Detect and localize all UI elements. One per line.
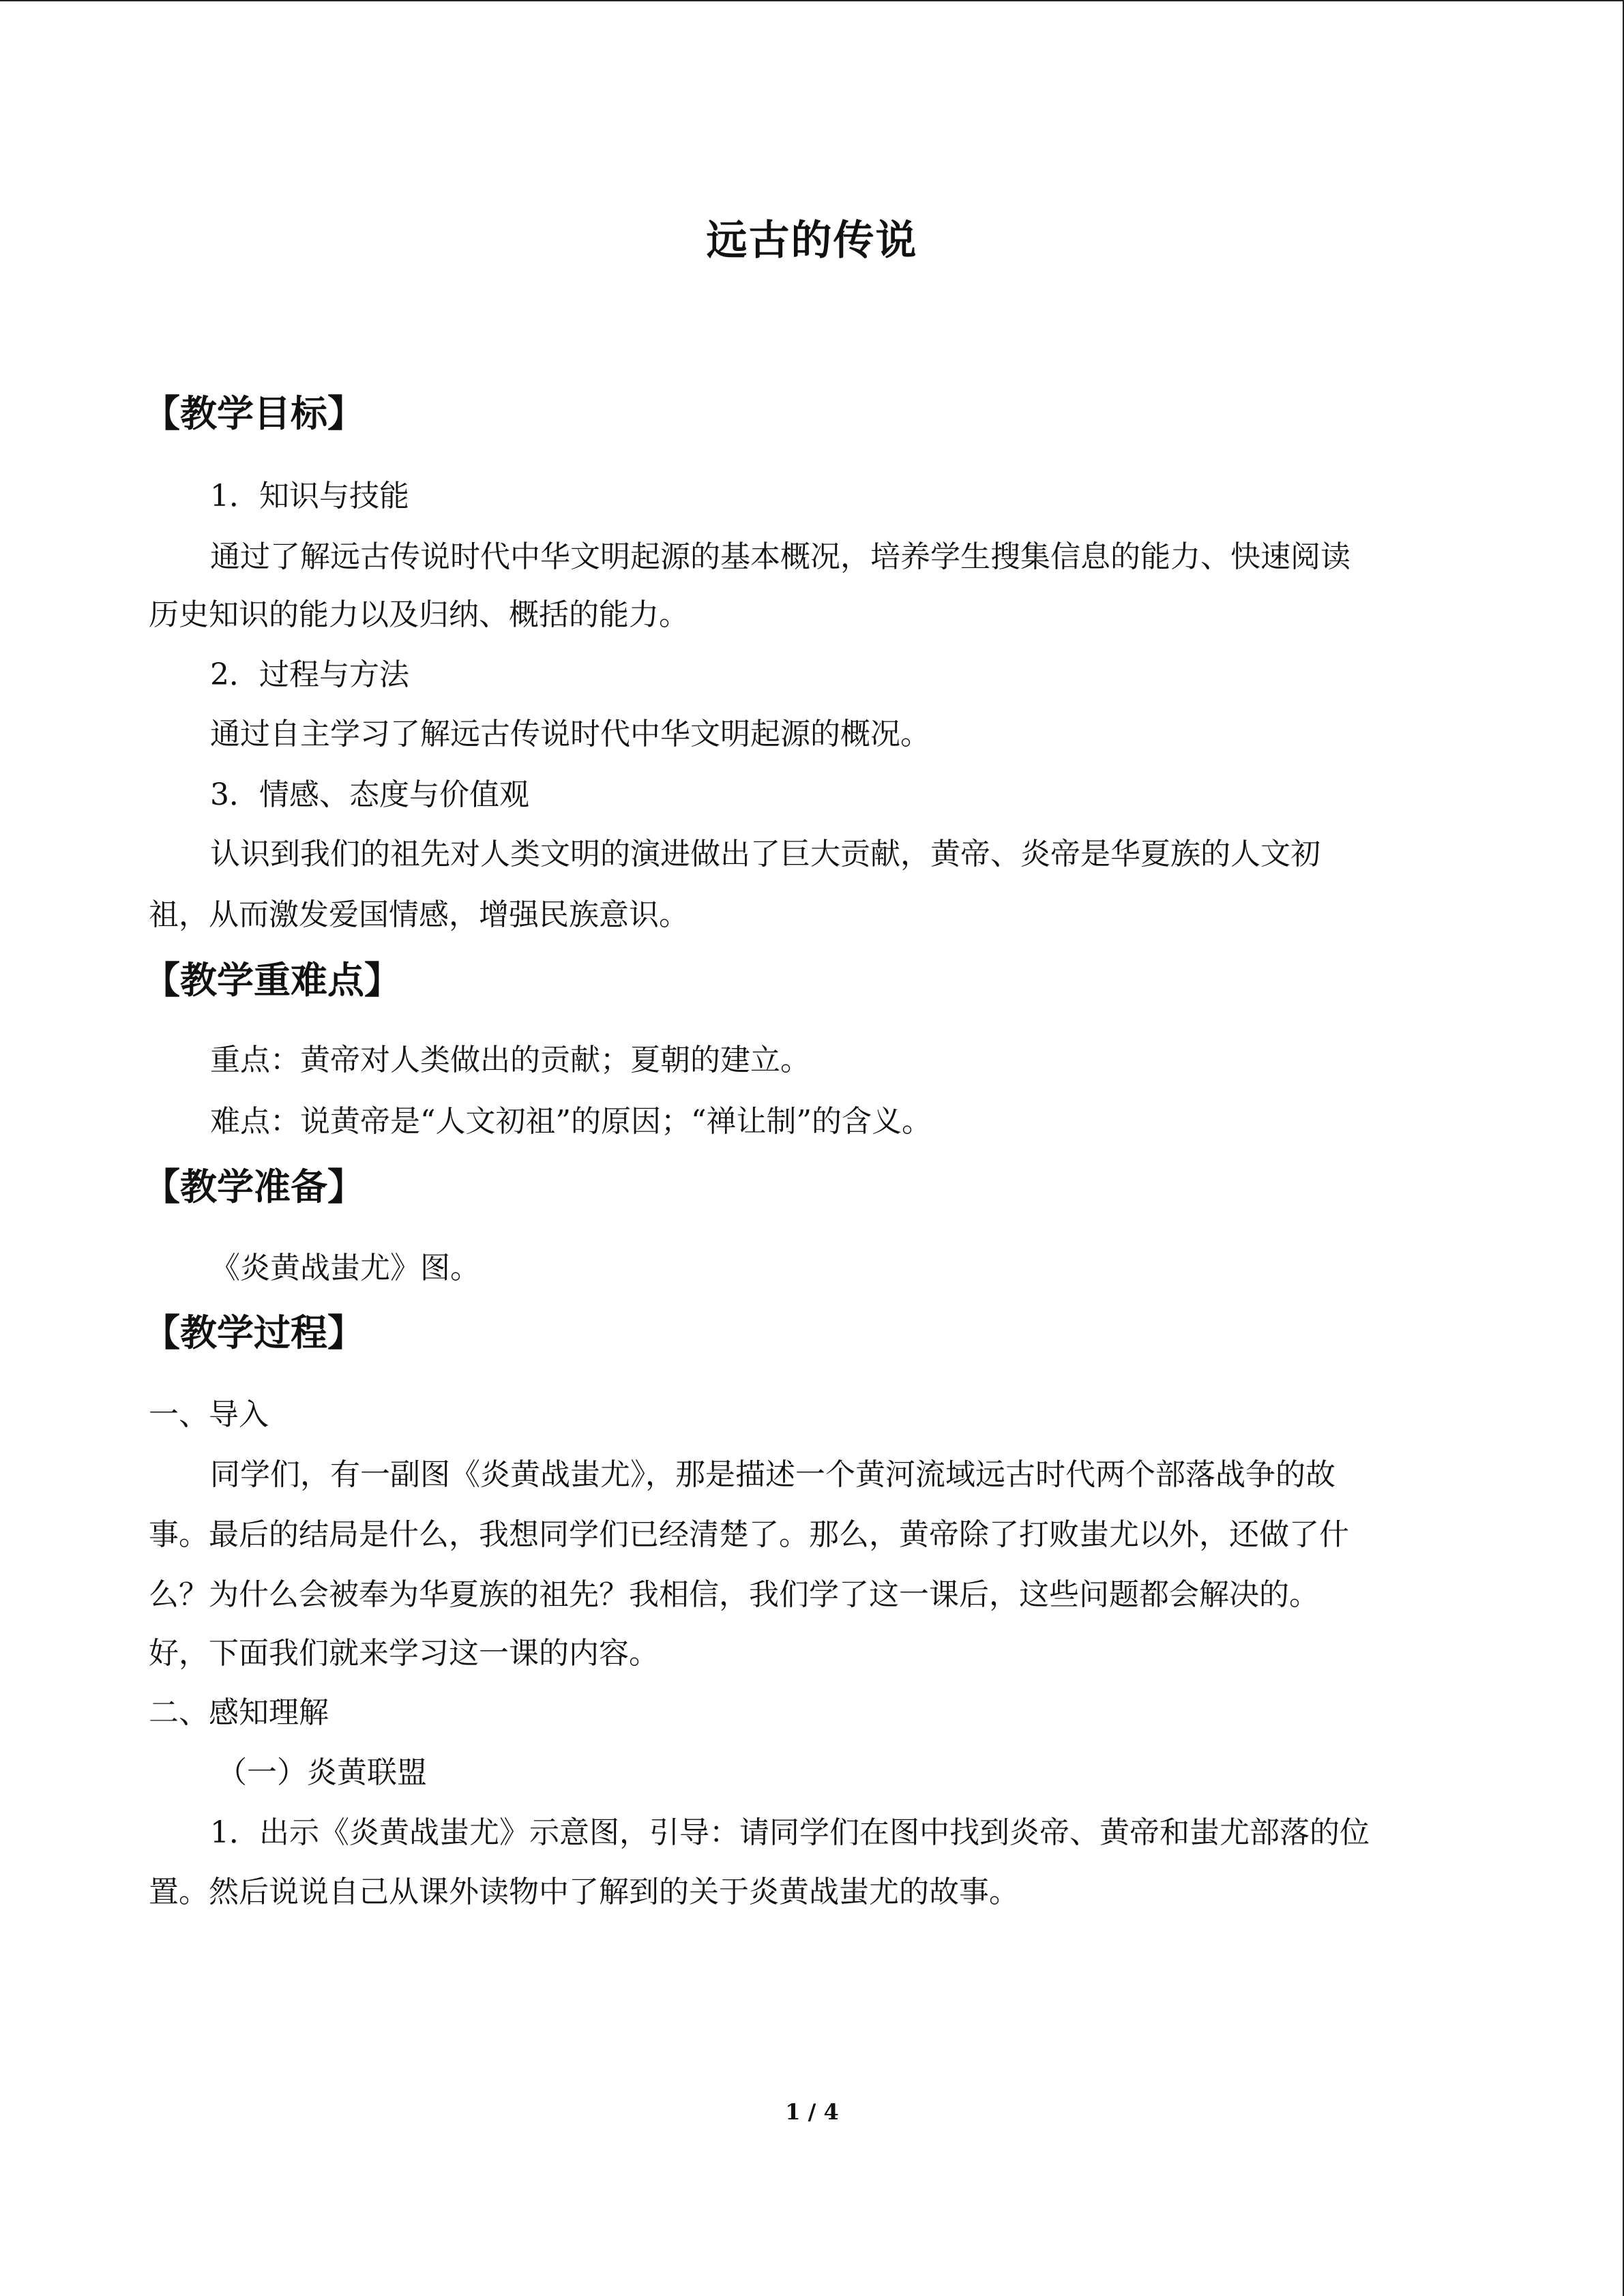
process-part1-line3: 么？为什么会被奉为华夏族的祖先？我相信，我们学了这一课后，这些问题都会解决的。	[149, 1577, 1319, 1612]
process-part2-line1: 1．出示《炎黄战蚩尤》示意图，引导：请同学们在图中找到炎帝、黄帝和蚩尤部落的位	[210, 1815, 1370, 1850]
goal-1-text-line2: 历史知识的能力以及归纳、概括的能力。	[149, 597, 689, 632]
goal-3-text-line2: 祖，从而激发爱国情感，增强民族意识。	[149, 897, 689, 932]
process-part1-line2: 事。最后的结局是什么，我想同学们已经清楚了。那么，黄帝除了打败蚩尤以外，还做了什	[149, 1517, 1349, 1552]
key-point-line: 重点：黄帝对人类做出的贡献；夏朝的建立。	[210, 1043, 810, 1077]
goal-2-text-line1: 通过自主学习了解远古传说时代中华文明起源的概况。	[210, 717, 930, 751]
goal-3-text-line1: 认识到我们的祖先对人类文明的演进做出了巨大贡献，黄帝、炎帝是华夏族的人文初	[210, 837, 1320, 871]
page-number: 1 / 4	[785, 2099, 839, 2125]
goal-3-title: 3．情感、态度与价值观	[210, 777, 529, 812]
heading-preparation: 【教学准备】	[143, 1165, 364, 1208]
goal-1-text-line1: 通过了解远古传说时代中华文明起源的基本概况，培养学生搜集信息的能力、快速阅读	[210, 539, 1350, 574]
process-part1-line4: 好，下面我们就来学习这一课的内容。	[149, 1636, 659, 1671]
goal-2-title: 2．过程与方法	[210, 657, 409, 692]
heading-teaching-goals: 【教学目标】	[143, 392, 364, 435]
process-part2-sub1: （一）炎黄联盟	[217, 1755, 427, 1790]
preparation-line: 《炎黄战蚩尤》图。	[210, 1251, 480, 1285]
page-title: 远古的传说	[706, 217, 918, 265]
heading-key-points: 【教学重难点】	[143, 959, 401, 1002]
difficult-point-line: 难点：说黄帝是“人文初祖”的原因；“禅让制”的含义。	[210, 1104, 932, 1139]
process-part1-title: 一、导入	[149, 1397, 269, 1432]
process-part2-line2: 置。然后说说自己从课外读物中了解到的关于炎黄战蚩尤的故事。	[149, 1875, 1019, 1909]
heading-process: 【教学过程】	[143, 1311, 364, 1354]
process-part1-line1: 同学们，有一副图《炎黄战蚩尤》，那是描述一个黄河流域远古时代两个部落战争的故	[210, 1457, 1335, 1492]
process-part2-title: 二、感知理解	[149, 1695, 329, 1730]
goal-1-title: 1．知识与技能	[210, 479, 409, 513]
